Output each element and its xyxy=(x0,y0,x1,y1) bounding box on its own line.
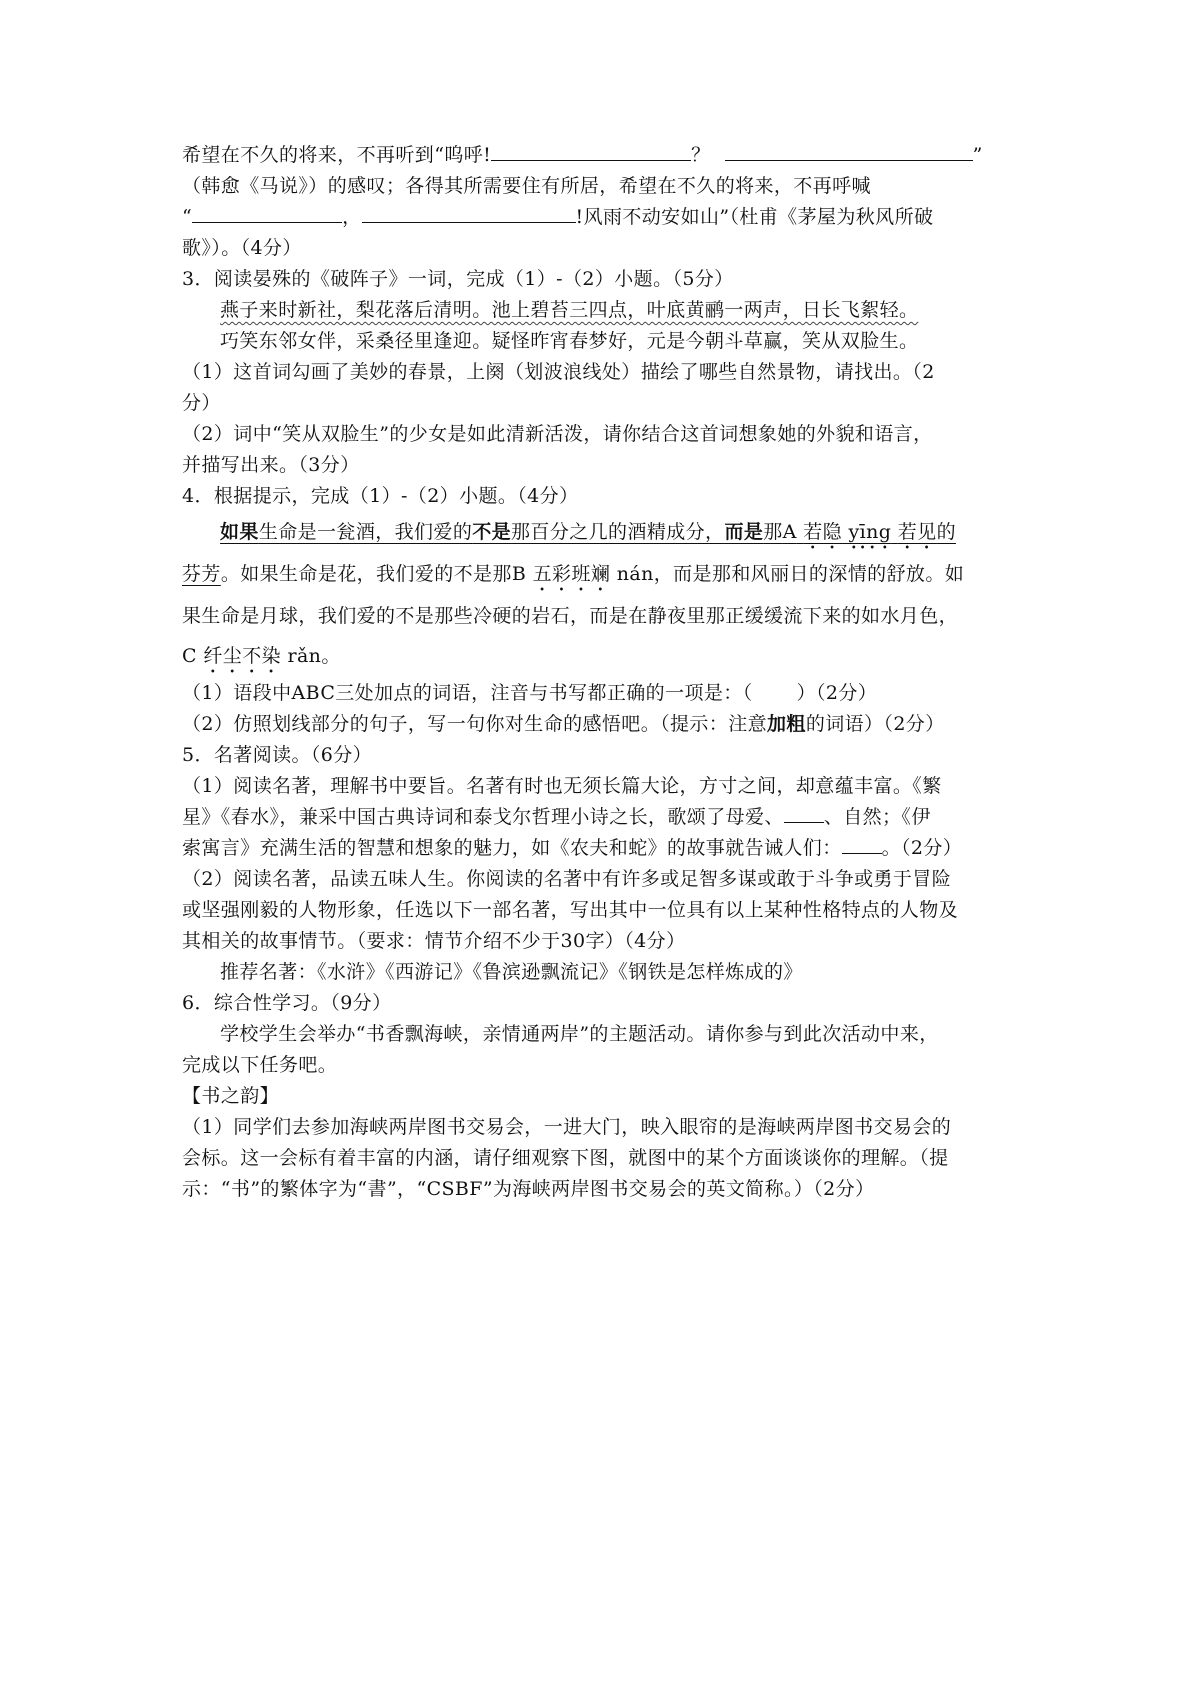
q4-passage-line-2 xyxy=(182,554,1030,596)
document-page xyxy=(182,140,1030,1205)
q2-line-4: 歌》）。（4分） xyxy=(182,237,302,259)
q4-title: 4．根据提示，完成（1）-（2）小题。（4分） xyxy=(182,485,579,507)
pinyin-c: rǎn xyxy=(287,645,322,667)
bold-word: 而是 xyxy=(724,521,764,543)
marker-a: A xyxy=(782,521,797,543)
passage-text: ，而是那和风丽日的深情的舒放。如 xyxy=(653,563,965,585)
answer-blank[interactable] xyxy=(192,202,342,223)
q5-recommend: 推荐名著：《水浒》《西游记》《鲁滨逊飘流记》《钢铁是怎样炼成的》 xyxy=(220,961,803,983)
q5-title: 5．名著阅读。（6分） xyxy=(182,744,373,766)
q5-s2-line-3: 其相关的故事情节。（要求：情节介绍不少于30字）（4分） xyxy=(182,930,686,952)
q2-line-2: （韩愈《马说》）的感叹；各得其所需要住有所居，希望在不久的将来，不再呼喊 xyxy=(182,175,871,197)
bold-word: 加粗 xyxy=(767,713,806,735)
answer-blank[interactable] xyxy=(362,202,576,223)
q5-s1-line-3 xyxy=(182,833,1030,864)
passage-text: 生命是一瓮酒，我们爱的 xyxy=(258,521,473,543)
poem-line-2: 巧笑东邻女伴，采桑径里逢迎。疑怪昨宵春梦好，元是今朝斗草赢，笑从双脸生。 xyxy=(220,330,919,352)
q4-passage xyxy=(182,512,1030,678)
q2-line-3 xyxy=(182,202,1030,233)
passage-text: 那百分之几的酒精成分， xyxy=(511,521,725,543)
q3-sub2-line-1: （2）词中“笑从双脸生”的少女是如此清新活泼，请你结合这首词想象她的外貌和语言， xyxy=(182,423,933,445)
passage-text: 。如果生命是花，我们爱的不是那 xyxy=(220,563,512,585)
answer-blank[interactable] xyxy=(842,833,882,854)
q5-text: 索寓言》充满生活的智慧和想象的魅力，如《农夫和蛇》的故事就告诫人们： xyxy=(182,837,842,859)
answer-blank[interactable] xyxy=(725,140,973,161)
q3-sub2-line-2: 并描写出来。（3分） xyxy=(182,454,360,476)
passage-text: 。 xyxy=(321,645,341,667)
q5-text: 、自然；《伊 xyxy=(823,806,931,828)
poem-line-1 xyxy=(182,295,1030,326)
answer-blank[interactable] xyxy=(491,140,691,161)
poem-text-wavy: 燕子来时新社，梨花落后清明。池上碧苔三四点，叶底黄鹂一两声，日长飞絮轻。 xyxy=(220,299,919,321)
q5-s1-line-1: （1）阅读名著，理解书中要旨。名著有时也无须长篇大论，方寸之间，却意蕴丰富。《繁 xyxy=(182,775,942,797)
passage-text: 的 xyxy=(936,521,956,543)
q5-text: 。（2分） xyxy=(881,837,963,859)
marker-b: B xyxy=(511,563,527,585)
q2-line-1 xyxy=(182,140,1030,171)
q3-sub1-line-2: 分） xyxy=(182,392,221,414)
q5-s2-line-2: 或坚强刚毅的人物形象，任选以下一部名著，写出其中一位具有以上某种性格特点的人物及 xyxy=(182,899,959,921)
q4-passage-line-4 xyxy=(182,636,1030,678)
q5-text: 星》《春水》，兼采中国古典诗词和泰戈尔哲理小诗之长，歌颂了母爱、 xyxy=(182,806,784,828)
dotted-word-a2: 若见 xyxy=(897,521,937,543)
q2-text: !风雨不动安如山”（杜甫《茅屋为秋风所破 xyxy=(575,206,934,228)
dotted-word-c: 纤尘不染 xyxy=(203,645,282,667)
dotted-word-b: 五彩班斓 xyxy=(532,563,611,585)
q6-intro-line-2: 完成以下任务吧。 xyxy=(182,1054,338,1076)
q4-sub2-text: 的词语）（2分） xyxy=(805,713,945,735)
q4-sub2 xyxy=(182,709,1030,740)
q3-title: 3．阅读晏殊的《破阵子》一词，完成（1）-（2）小题。（5分） xyxy=(182,268,734,290)
q2-text: 希望在不久的将来，不再听到“呜呼! xyxy=(182,144,492,166)
q6-section-heading: 【书之韵】 xyxy=(182,1085,280,1107)
q2-text: ” xyxy=(972,144,983,166)
answer-blank[interactable] xyxy=(784,802,824,823)
bold-word: 不是 xyxy=(472,521,512,543)
q6-title: 6．综合性学习。（9分） xyxy=(182,992,392,1014)
q4-sub1-text: ）（2分） xyxy=(796,682,878,704)
q3-sub1-line-1: （1）这首词勾画了美妙的春景，上阕（划波浪线处）描绘了哪些自然景物，请找出。（2 xyxy=(182,361,935,383)
q6-s1-line-3: 示：“书”的繁体字为“書”，“CSBF”为海峡两岸图书交易会的英文简称。）（2分） xyxy=(182,1178,875,1200)
q4-passage-line-3: 果生命是月球，我们爱的不是那些冷硬的岩石，而是在静夜里那正缓缓流下来的如水月色， xyxy=(182,605,959,627)
pinyin-b: nán xyxy=(616,563,654,585)
q4-sub2-text: （2）仿照划线部分的句子，写一句你对生命的感悟吧。（提示：注意 xyxy=(182,713,767,735)
underlined-sentence xyxy=(220,521,956,543)
bold-word: 如果 xyxy=(220,521,259,543)
q6-intro-line-1: 学校学生会举办“书香飘海峡，亲情通两岸”的主题活动。请你参与到此次活动中来， xyxy=(220,1023,939,1045)
q4-passage-line-1 xyxy=(182,512,1030,554)
q2-text: “ xyxy=(182,206,193,228)
q6-s1-line-1: （1）同学们去参加海峡两岸图书交易会，一进大门，映入眼帘的是海峡两岸图书交易会的 xyxy=(182,1116,952,1138)
q2-text: ？ xyxy=(691,144,711,166)
passage-text: 那 xyxy=(763,521,783,543)
q2-text: ， xyxy=(342,206,362,228)
q6-s1-line-2: 会标。这一会标有着丰富的内涵，请仔细观察下图，就图中的某个方面谈谈你的理解。（提 xyxy=(182,1147,949,1169)
marker-c: C xyxy=(182,645,197,667)
q4-sub1 xyxy=(182,678,1030,709)
underlined-word: 芬芳 xyxy=(182,563,221,585)
q4-sub1-text: （1）语段中ABC三处加点的词语，注音与书写都正确的一项是：（ xyxy=(182,682,753,704)
dotted-word-a1: 若隐 xyxy=(803,521,843,543)
q5-s2-line-1: （2）阅读名著，品读五味人生。你阅读的名著中有许多或足智多谋或敢于斗争或勇于冒险 xyxy=(182,868,952,890)
pinyin-a: yīng xyxy=(848,521,892,543)
q5-s1-line-2 xyxy=(182,802,1030,833)
